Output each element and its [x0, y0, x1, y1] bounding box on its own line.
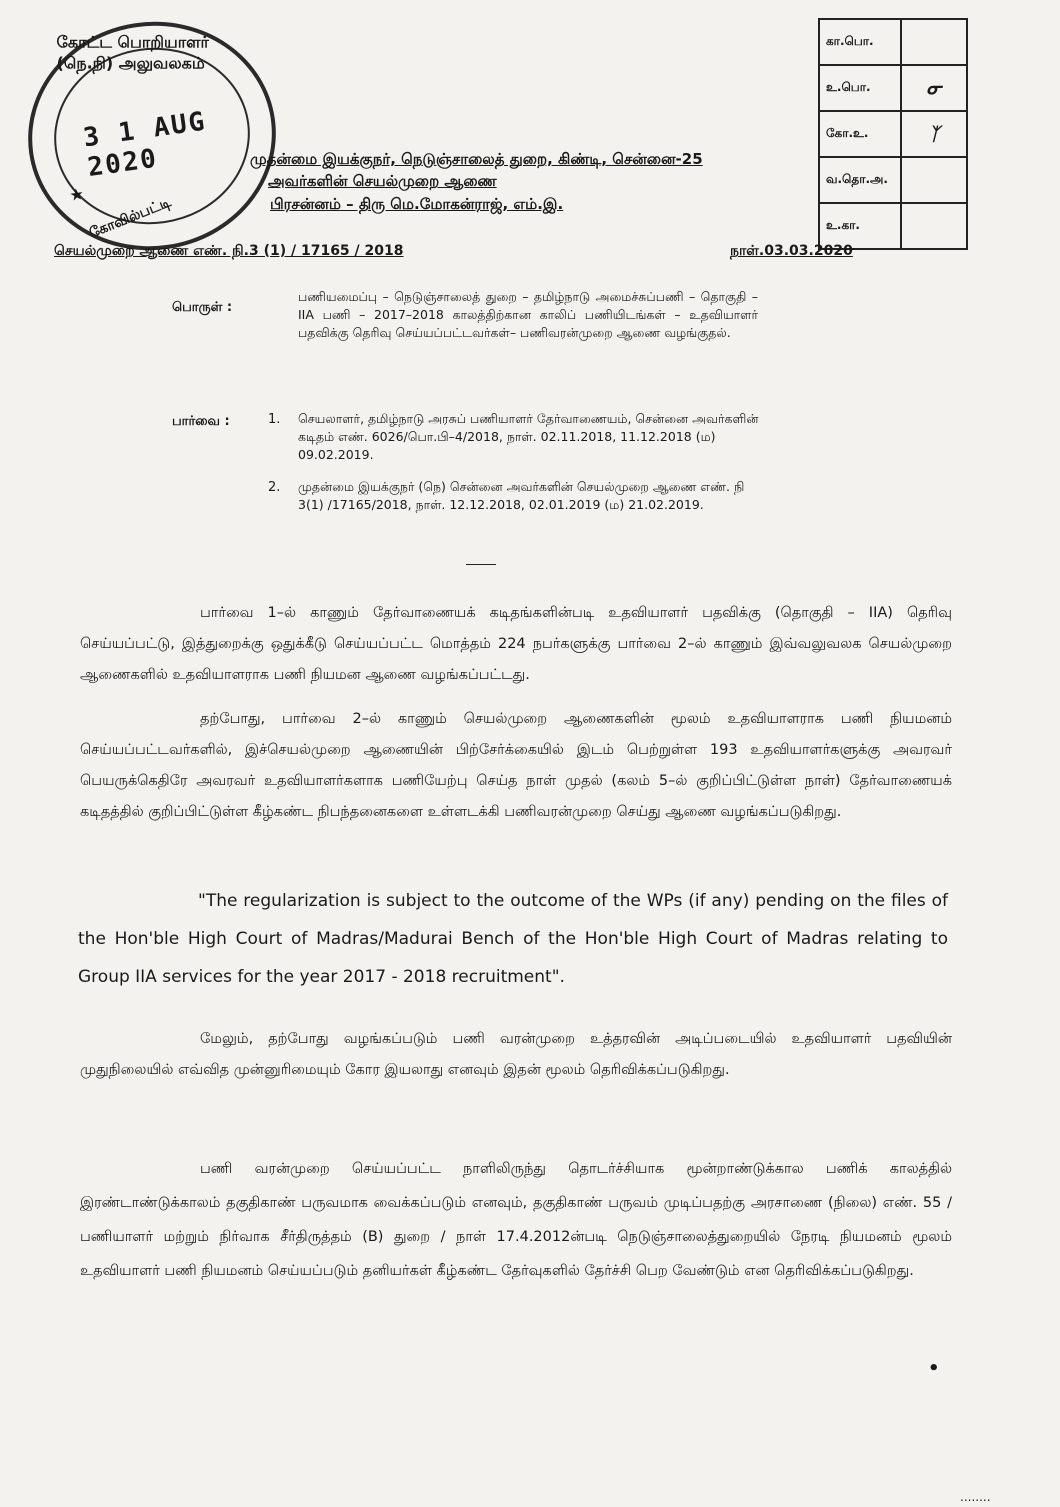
subject-text: பணியமைப்பு – நெடுஞ்சாலைத் துறை – தமிழ்நாடு அமைச்சுப்பணி – தொகுதி – IIA பணி – 2017–2018 காலத்திற்கான காலிப் பணியிடங்கள் – உதவியாளர் பதவிக்கு தெரிவு செய்யப்பட்டவர்கள்– பணிவரன்முறை ஆணை வழங்குதல்.: [298, 289, 758, 340]
subject-label: பொருள் :: [172, 300, 233, 315]
body-paragraph-1: [80, 598, 952, 691]
tracking-label: கோ.உ.: [819, 111, 901, 157]
reference-item: செயலாளர், தமிழ்நாடு அரசுப் பணியாளர் தேர்வாணையம், சென்னை அவர்களின் கடிதம் எண். 6026/பொ.பி–4/2018, நாள். 02.11.2018, 11.12.2018 (ம) 09.02.2019.: [298, 411, 759, 462]
tracking-label: உ.கா.: [819, 203, 901, 249]
tracking-table: [818, 18, 968, 250]
section-divider: [466, 564, 496, 565]
tracking-row: [819, 19, 967, 65]
order-number: செயல்முறை ஆணை எண். நி.3 (1) / 17165 / 2018: [54, 243, 404, 259]
reference-item: முதன்மை இயக்குநர் (நெ) சென்னை அவர்களின் செயல்முறை ஆணை எண். நி 3(1) /17165/2018, நாள். 12.12.2018, 02.01.2019 (ம) 21.02.2019.: [298, 479, 745, 512]
body-paragraph-3: [80, 1024, 952, 1086]
reference-number: 2.: [268, 480, 281, 495]
order-date: நாள்.03.03.2020: [730, 243, 853, 259]
tracking-label: உ.பொ.: [819, 65, 901, 111]
stamp-date: 3 1 AUG 2020: [81, 106, 209, 184]
reference-label: பார்வை :: [172, 414, 230, 429]
tracking-value: [901, 157, 967, 203]
tracking-label: வ.தொ.அ.: [819, 157, 901, 203]
tracking-value: ᛉ: [901, 111, 967, 157]
star-icon: ★: [68, 184, 86, 205]
office-stamp: [13, 6, 290, 266]
page-corner-text: ........: [960, 1490, 991, 1504]
tracking-label: கா.பொ.: [819, 19, 901, 65]
english-quote: [78, 882, 948, 996]
tracking-value: [901, 19, 967, 65]
header-line-3: பிரசன்னம் – திரு மெ.மோகன்ராஜ், எம்.இ.: [270, 195, 564, 213]
quote-text: "The regularization is subject to the outcome of the WPs (if any) pending on the files of the Hon'ble High Court of Madras/Madurai Bench of the Hon'ble High Court of Madras relating to Group IIA services for the year 2017 - 2018 recruitment".: [78, 891, 948, 987]
body-paragraph-4: [80, 1152, 952, 1288]
tracking-row: [819, 157, 967, 203]
paragraph-text: தற்போது, பார்வை 2–ல் காணும் செயல்முறை ஆணைகளின் மூலம் உதவியாளராக பணி நியமனம் செய்யப்பட்டவர்களில், இச்செயல்முறை ஆணையின் பிற்சேர்க்கையில் இடம் பெற்றுள்ள 193 உதவியாளர்களுக்கு அவரவர் பெயருக்கெதிரே அவரவர் உதவியாளர்களாக பணியேற்பு செய்த நாள் முதல் (கலம் 5–ல் குறிப்பிட்டுள்ள நாள்) தேர்வாணையக் கடிதத்தில் குறிப்பிட்டுள்ள கீழ்கண்ட நிபந்தனைகளை உள்ளடக்கி பணிவரன்முறை செய்து ஆணை வழங்கப்படுகிறது.: [80, 711, 952, 820]
stamp-bottom-text: கோவில்பட்டி: [87, 194, 174, 242]
reference-number: 1.: [268, 412, 281, 427]
header-line-2: அவர்களின் செயல்முறை ஆணை: [268, 172, 497, 190]
body-paragraph-2: [80, 704, 952, 828]
bullet-mark: •: [928, 1358, 940, 1379]
paragraph-text: மேலும், தற்போது வழங்கப்படும் பணி வரன்முறை உத்தரவின் அடிப்படையில் உதவியாளர் பதவியின் முதுநிலையில் எவ்வித முன்னுரிமையும் கோர இயலாது எனவும் இதன் மூலம் தெரிவிக்கப்படுகிறது.: [80, 1031, 952, 1078]
header-line-1: முதன்மை இயக்குநர், நெடுஞ்சாலைத் துறை, கிண்டி, சென்னை-25: [250, 150, 703, 168]
tracking-value: [901, 203, 967, 249]
tracking-value: ᓂ: [901, 65, 967, 111]
paragraph-text: பணி வரன்முறை செய்யப்பட்ட நாளிலிருந்து தொடர்ச்சியாக மூன்றாண்டுக்கால பணிக் காலத்தில் இரண்டாண்டுக்காலம் தகுதிகாண் பருவமாக வைக்கப்படும் எனவும், தகுதிகாண் பருவம் முடிப்பதற்கு அரசாணை (நிலை) எண். 55 / பணியாளர் மற்றும் நிர்வாக சீர்திருத்தம் (B) துறை / நாள் 17.4.2012ன்படி நெடுஞ்சாலைத்துறையில் நேரடி நியமனம் மூலம் உதவியாளர் பணி நியமனம் செய்யப்படும் தனியர்கள் கீழ்கண்ட தேர்வுகளில் தேர்ச்சி பெற வேண்டும் என தெரிவிக்கப்படுகிறது.: [80, 1161, 952, 1279]
stamp-top-text: கோட்ட பொறியாளர் (நெ.நி) அலுவலகம்: [56, 32, 209, 73]
tracking-row: [819, 111, 967, 157]
tracking-row: [819, 65, 967, 111]
paragraph-text: பார்வை 1–ல் காணும் தேர்வாணையக் கடிதங்களின்படி உதவியாளர் பதவிக்கு (தொகுதி – IIA) தெரிவு செய்யப்பட்டு, இத்துறைக்கு ஒதுக்கீடு செய்யப்பட்ட மொத்தம் 224 நபர்களுக்கு பார்வை 2–ல் காணும் இவ்வலுவலக செயல்முறை ஆணைகளில் உதவியாளராக பணி நியமன ஆணை வழங்கப்பட்டது.: [80, 605, 952, 683]
